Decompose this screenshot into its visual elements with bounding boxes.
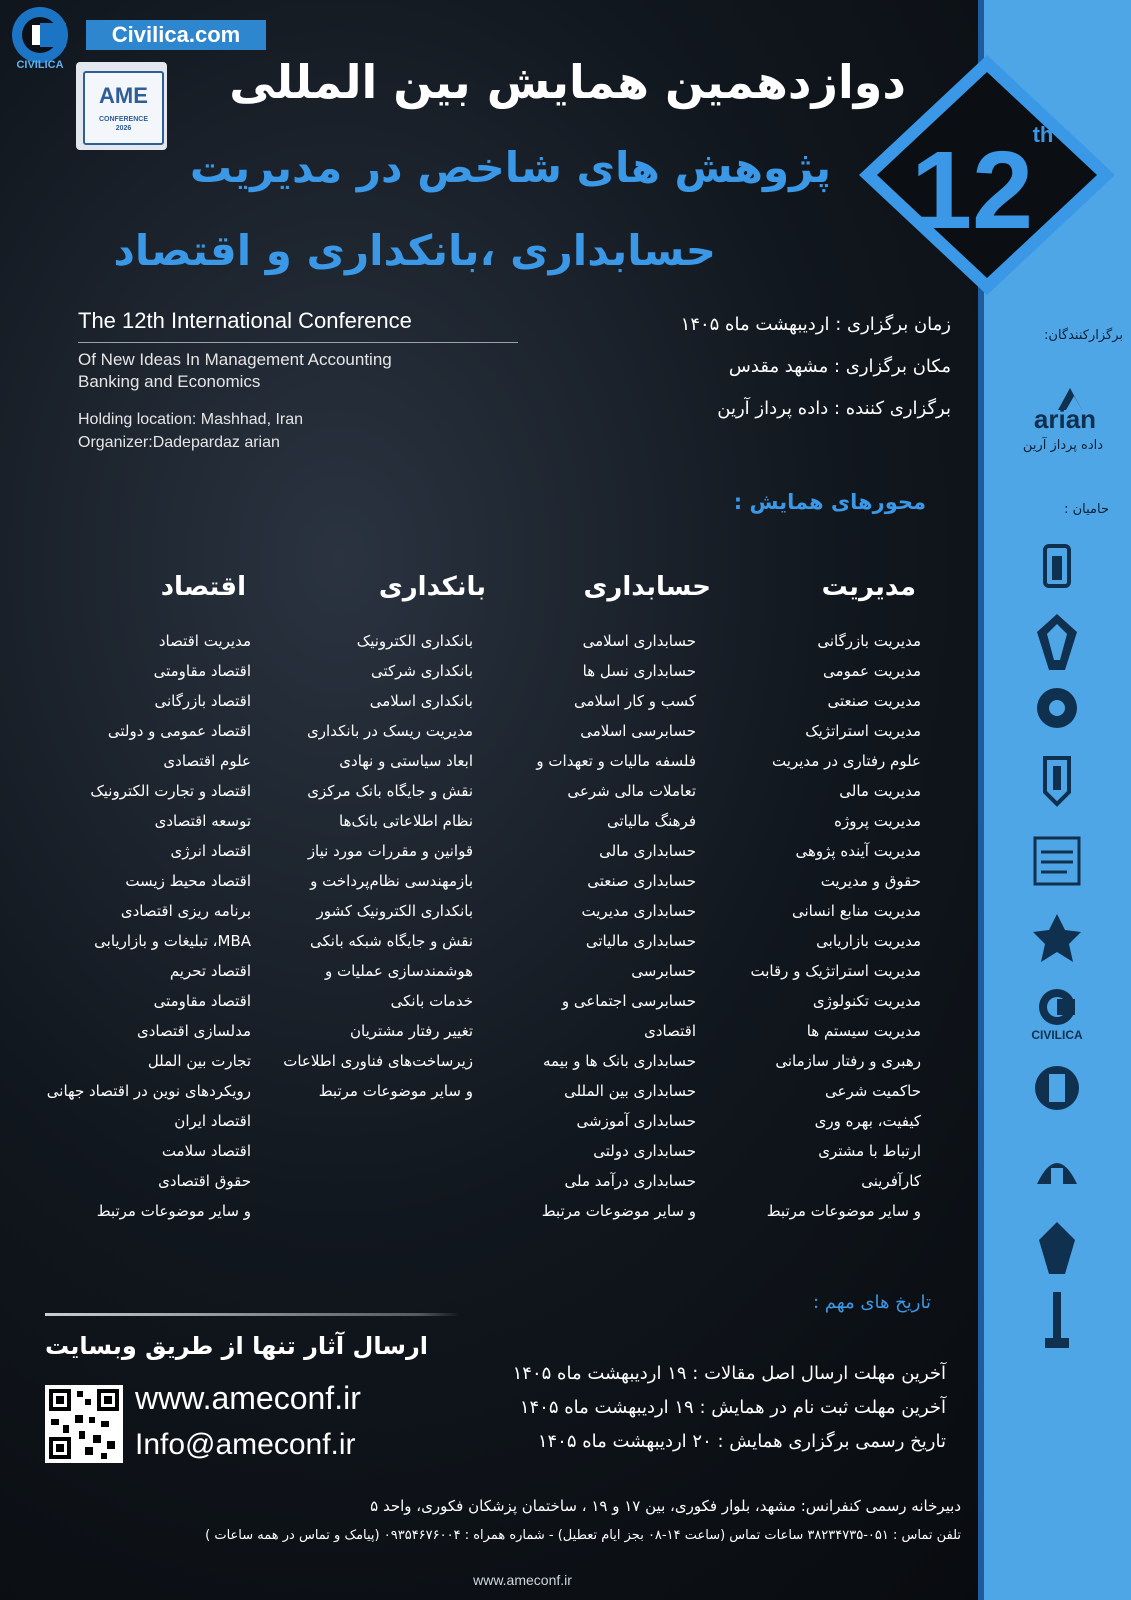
axis-item: نظام اطلاعاتی بانک‌ها <box>339 812 473 830</box>
submission-note: ارسال آثار تنها از طریق وبسایت <box>45 1332 428 1360</box>
english-title: The 12th International Conference <box>78 308 412 333</box>
axis-item: ابعاد سیاستی و نهادی <box>339 752 473 770</box>
info-place: مکان برگزاری : مشهد مقدس <box>728 356 951 377</box>
axis-item: و سایر موضوعات مرتبط <box>541 1202 696 1220</box>
axis-item: بانکداری الکترونیک کشور <box>316 902 473 920</box>
english-subtitle-1: Of New Ideas In Management Accounting <box>78 350 392 369</box>
axis-item: مدیریت صنعتی <box>827 692 921 710</box>
info-time: زمان برگزاری : اردیبهشت ماه ۱۴۰۵ <box>680 314 951 335</box>
axis-item: حسابداری بین المللی <box>564 1082 696 1100</box>
axis-item: کارآفرینی <box>861 1172 921 1190</box>
axis-item: حسابداری مالی <box>599 842 696 860</box>
axis-item: حسابرسی <box>631 962 696 980</box>
axis-item: کیفیت، بهره وری <box>814 1112 921 1130</box>
column-accounting <box>536 630 696 1230</box>
axis-item: مدیریت تکنولوژی <box>812 992 921 1010</box>
axis-item: برنامه ریزی اقتصادی <box>120 902 251 920</box>
email-link[interactable]: Info@ameconf.ir <box>135 1428 356 1461</box>
axis-item: مدیریت عمومی <box>823 662 921 680</box>
axis-item: حسابداری دولتی <box>593 1142 696 1160</box>
date-line-papers: آخرین مهلت ارسال اصل مقالات : ۱۹ اردیبهشت ماه ۱۴۰۵ <box>512 1363 946 1384</box>
axis-item: حقوق و مدیریت <box>820 872 921 890</box>
axis-item: حقوق اقتصادی <box>158 1172 251 1190</box>
axis-item: مدیریت پروژه <box>834 812 921 830</box>
conference-title-line1: دوازدهمین همایش بین المللی <box>229 55 906 109</box>
axis-item: اقتصاد مقاومتی <box>153 992 251 1010</box>
axis-item: اقتصاد تحریم <box>169 962 251 980</box>
date-line-registration: آخرین مهلت ثبت نام در همایش : ۱۹ اردیبهشت ماه ۱۴۰۵ <box>519 1397 946 1418</box>
english-organizer: Organizer:Dadepardaz arian <box>78 434 280 451</box>
axis-item: مدلسازی اقتصادی <box>136 1022 251 1040</box>
contact-phone: تلفن تماس : ۰۵۱-۳۸۲۳۴۷۳۵ ساعات تماس (ساعت ۱۴-۰۸ بجز ایام تعطیل) - شماره همراه : ۰۹۳۵۴۶۷۶۰۰۴ (پیامک و تماس در همه ساعات ) <box>205 1528 961 1543</box>
axis-item: رهبری و رفتار سازمانی <box>775 1052 921 1070</box>
column-head-economics: اقتصاد <box>160 572 246 602</box>
axis-item: نقش و جایگاه شبکه بانکی <box>309 932 473 950</box>
civilica-banner-link[interactable]: Civilica.com <box>86 20 266 50</box>
axis-item: اقتصاد ایران <box>174 1112 251 1130</box>
calligraphy-logo-icon <box>1027 832 1087 892</box>
axis-item: مدیریت مالی <box>839 782 921 800</box>
axis-item: نقش و جایگاه بانک مرکزی <box>307 782 473 800</box>
english-title-divider <box>78 342 518 343</box>
axis-item: حسابداری مالیاتی <box>585 932 696 950</box>
axis-item: حسابداری آموزشی <box>576 1112 696 1130</box>
website-link[interactable]: www.ameconf.ir <box>135 1380 361 1416</box>
english-subtitle-2: Banking and Economics <box>78 372 261 391</box>
ame-conference-logo <box>76 62 167 150</box>
axis-item: مدیریت آینده پژوهی <box>795 842 921 860</box>
axis-item: بانکداری الکترونیک <box>356 632 473 650</box>
column-head-banking: بانکداری <box>378 572 486 602</box>
edition-number: 12 <box>910 129 1034 252</box>
axis-item: هوشمندسازی عملیات و <box>324 962 473 980</box>
conference-title-line3: حسابداری ،بانکداری و اقتصاد <box>113 226 716 275</box>
axis-item: حسابداری درآمد ملی <box>564 1172 696 1190</box>
edition-badge <box>855 50 1120 300</box>
axis-item: زیرساخت‌های فناوری اطلاعات <box>283 1052 473 1070</box>
arian-persian-name: داده پرداز آرین <box>1022 438 1104 453</box>
axis-item: خدمات بانکی <box>390 992 473 1010</box>
axis-item: فرهنگ مالیاتی <box>606 812 696 830</box>
axis-item: حسابداری اسلامی <box>582 632 696 650</box>
axis-item: اقتصاد عمومی و دولتی <box>107 722 251 740</box>
column-banking <box>283 630 473 1110</box>
axis-item: و سایر موضوعات مرتبط <box>318 1082 473 1100</box>
axis-item: و سایر موضوعات مرتبط <box>96 1202 251 1220</box>
axis-item: بانکداری اسلامی <box>369 692 473 710</box>
civilica-small-caption: CIVILICA <box>1031 1028 1083 1042</box>
axis-item: حسابرسی اجتماعی و <box>561 992 696 1010</box>
axis-item: کسب و کار اسلامی <box>574 692 696 710</box>
qr-code-icon[interactable] <box>45 1385 123 1463</box>
axis-item: حسابداری نسل ها <box>582 662 696 680</box>
monument-logo-icon <box>1027 1288 1087 1358</box>
column-head-accounting: حسابداری <box>583 572 711 602</box>
column-head-management: مدیریت <box>821 572 916 602</box>
axis-item: فلسفه مالیات و تعهدات و <box>536 752 696 770</box>
axis-item: حاکمیت شرعی <box>825 1082 921 1100</box>
edition-suffix: th <box>1032 122 1054 147</box>
axis-item: اقتصاد مقاومتی <box>153 662 251 680</box>
axis-item: مدیریت استراتژیک <box>805 722 921 740</box>
ame-logo-subtext: CONFERENCE 2026 <box>98 116 148 132</box>
section-divider <box>45 1313 460 1316</box>
axis-item: مدیریت منابع انسانی <box>791 902 921 920</box>
axis-item: اقتصادی <box>644 1022 696 1040</box>
azad-university-logo-2-icon <box>1027 1218 1087 1278</box>
sponsors-label: حامیان : <box>1064 502 1109 517</box>
book-foundation-logo-icon <box>1027 910 1087 970</box>
important-dates-title: تاریخ های مهم : <box>812 1292 931 1313</box>
axis-item: قوانین و مقررات مورد نیاز <box>307 842 473 860</box>
axis-item: و سایر موضوعات مرتبط <box>766 1202 921 1220</box>
axis-item: ارتباط با مشتری <box>818 1142 921 1160</box>
axis-item: مدیریت استراتژیک و رقابت <box>750 962 921 980</box>
axis-item: توسعه اقتصادی <box>154 812 251 830</box>
organizers-label: برگزارکنندگان: <box>1044 328 1123 343</box>
secretariat-address: دبیرخانه رسمی کنفرانس: مشهد، بلوار فکوری، بین ۱۷ و ۱۹ ، ساختمان پزشکان فکوری، واحد ۵ <box>370 1497 961 1515</box>
info-organizer: برگزاری کننده : داده پرداز آرین <box>717 398 951 419</box>
conference-title-line2: پژوهش های شاخص در مدیریت <box>189 143 831 192</box>
axis-item: اقتصاد و تجارت الکترونیک <box>90 782 251 800</box>
axis-item: حسابداری بانک ها و بیمه <box>543 1052 696 1070</box>
axis-item: MBA، تبلیغات و بازاریابی <box>94 932 251 950</box>
axis-item: اقتصاد انرژی <box>170 842 251 860</box>
university-logo-1-icon <box>1027 538 1087 598</box>
axis-item: اقتصاد سلامت <box>161 1142 251 1160</box>
footer-website-link[interactable]: www.ameconf.ir <box>473 1572 572 1588</box>
date-line-conference: تاریخ رسمی برگزاری همایش : ۲۰ اردیبهشت ماه ۱۴۰۵ <box>537 1431 946 1452</box>
payame-noor-logo-icon <box>1027 682 1087 742</box>
english-location: Holding location: Mashhad, Iran <box>78 411 304 428</box>
axis-item: مدیریت اقتصاد <box>158 632 251 650</box>
applied-science-logo-icon <box>1027 752 1087 812</box>
arian-logo-text: arian <box>1033 404 1097 434</box>
column-economics <box>47 630 251 1230</box>
column-management <box>751 630 921 1230</box>
axis-item: رویکردهای نوین در اقتصاد جهانی <box>46 1082 251 1100</box>
axis-item: اقتصاد محیط زیست <box>125 872 251 890</box>
axis-item: تغییر رفتار مشتریان <box>349 1022 473 1040</box>
axis-item: مدیریت سیستم ها <box>806 1022 921 1040</box>
axis-item: بانکداری شرکتی <box>370 662 473 680</box>
axis-item: حسابرسی اسلامی <box>580 722 696 740</box>
axis-item: مدیریت بازرگانی <box>817 632 921 650</box>
axis-item: بازمهندسی نظام‌پرداخت و <box>310 872 473 890</box>
islamic-center-logo-icon <box>1027 1138 1087 1198</box>
axis-item: تعاملات مالی شرعی <box>567 782 696 800</box>
axis-item: مدیریت ریسک در بانکداری <box>307 722 473 740</box>
axes-title: محورهای همایش : <box>733 490 926 514</box>
axis-item: تجارت بین الملل <box>147 1052 251 1070</box>
civilica-caption: CIVILICA <box>16 59 64 71</box>
research-institute-logo-icon <box>1027 1060 1087 1120</box>
axis-item: مدیریت بازاریابی <box>816 932 921 950</box>
axis-item: علوم رفتاری در مدیریت <box>772 752 921 770</box>
ame-logo-text: AME <box>99 83 148 108</box>
axis-item: اقتصاد بازرگانی <box>154 692 251 710</box>
azad-university-logo-icon <box>1027 612 1087 672</box>
axis-item: علوم اقتصادی <box>163 752 251 770</box>
axis-item: حسابداری صنعتی <box>587 872 696 890</box>
axis-item: حسابداری مدیریت <box>581 902 696 920</box>
